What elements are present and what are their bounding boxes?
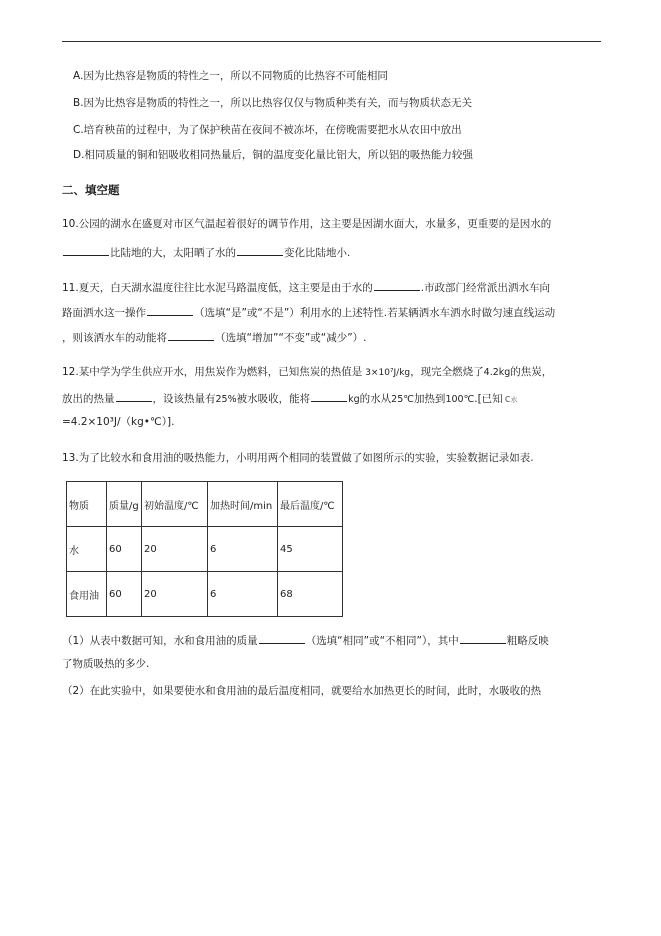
- q12-line-2: [62, 390, 517, 407]
- q13-blank-1[interactable]: [259, 632, 305, 644]
- q11-line-3: [62, 329, 366, 345]
- option-b: B.因为比热容是物质的特性之一，所以比热容仅仅与物质种类有关，而与物质状态无关: [73, 97, 473, 109]
- q12-line-1: [62, 365, 552, 380]
- table-header-cell: 质量/g: [107, 482, 142, 527]
- q12-unit: kg: [348, 394, 360, 405]
- q12-text-1b: ，现完全燃烧了: [410, 366, 484, 378]
- q12-text-2f: .[已知: [474, 393, 503, 405]
- option-d: D.相同质量的铜和铝吸收相同热量后，铜的温度变化量比铝大，所以铝的吸热能力较强: [73, 149, 473, 161]
- q12-blank-2[interactable]: [311, 390, 347, 402]
- q12-text-1c: 的焦炭，: [510, 366, 553, 378]
- data-table: [66, 481, 343, 617]
- table-header-cell: 初始温度/℃: [142, 482, 208, 527]
- q11-text-2a: 路面洒水这一操作: [62, 307, 146, 319]
- table-cell: 食用油: [67, 572, 107, 617]
- table-cell: 20: [142, 572, 208, 617]
- q10-blank-2[interactable]: [237, 244, 283, 256]
- header-rule: [62, 41, 601, 42]
- q12-blank-1[interactable]: [116, 390, 152, 402]
- q11-text-1a: 11.夏天，白天湖水温度往往比水泥马路温度低，这主要是由于水的: [62, 282, 373, 294]
- q10-text-2a: 比陆地的大，太阳晒了水的: [110, 247, 236, 259]
- q12-line-3: =4.2×10³J/（kg•℃）].: [62, 416, 175, 428]
- option-c: C.培育秧苗的过程中，为了保护秧苗在夜间不被冻坏，在傍晚需要把水从农田中放出: [73, 124, 462, 136]
- q13-part-1-line-2: 了物质吸热的多少.: [62, 658, 150, 670]
- q12-text-2d: 的水从: [359, 393, 392, 405]
- q10-line-2: [62, 244, 350, 260]
- q13-part-2: （2）在此实验中，如果要使水和食用油的最后温度相同，就要给水加热更长的时间，此时，水吸收的热: [62, 685, 542, 697]
- table-cell: 60: [107, 527, 142, 572]
- q13-text-1c: 粗略反映: [506, 635, 549, 647]
- section-title: 二、填空题: [62, 183, 120, 197]
- q11-blank-1[interactable]: [374, 279, 420, 291]
- table-cell: 6: [208, 572, 278, 617]
- q12-mass: 4.2kg: [483, 367, 511, 378]
- q10-line-1: 10.公园的湖水在盛夏对市区气温起着很好的调节作用，这主要是因湖水面大，水量多，更重要的是因水的: [62, 218, 552, 230]
- q12-t2: 100℃: [445, 394, 475, 405]
- q13-text-1a: （1）从表中数据可知，水和食用油的质量: [62, 635, 258, 647]
- q13-blank-2[interactable]: [460, 632, 506, 644]
- q13-text-1b: （选填“相同”或“不相同”），其中: [305, 635, 459, 647]
- q12-t1: 25℃: [391, 394, 414, 405]
- q11-text-2b: （选填“是”或“不是”）利用水的上述特性.若某辆洒水车洒水时做匀速直线运动: [194, 307, 556, 319]
- option-a: A.因为比热容是物质的特性之一，所以不同物质的比热容不可能相同: [73, 70, 388, 82]
- table-row: [67, 572, 343, 617]
- q13-part-1-line-1: [62, 632, 549, 648]
- q11-text-3b: （选填“增加”“不变”或“减少”）.: [215, 332, 367, 344]
- table-header-cell: 加热时间/min: [208, 482, 278, 527]
- q11-line-2: [62, 304, 555, 320]
- q12-text-2c: 被水吸收，能将: [236, 393, 311, 405]
- table-cell: 68: [278, 572, 343, 617]
- q11-blank-2[interactable]: [147, 304, 193, 316]
- table-header-cell: 最后温度/℃: [278, 482, 343, 527]
- table-cell: 20: [142, 527, 208, 572]
- q10-text-2b: 变化比陆地小.: [284, 247, 351, 259]
- q13-intro: 13.为了比较水和食用油的吸热能力，小明用两个相同的装置做了如图所示的实验，实验数据记录如表.: [62, 452, 534, 464]
- q12-text-2e: 加热到: [413, 393, 446, 405]
- q12-percent: 25%: [215, 394, 237, 405]
- q11-text-3a: ，则该洒水车的动能将: [62, 332, 167, 344]
- q12-text-2a: 放出的热量: [62, 393, 115, 405]
- q11-blank-3[interactable]: [168, 329, 214, 341]
- q12-c-subscript: 水: [510, 396, 518, 404]
- q10-blank-1[interactable]: [63, 244, 109, 256]
- q12-text-1a: 12.某中学为学生供应开水，用焦炭作为燃料，已知焦炭的热值是: [62, 366, 363, 378]
- q12-heat-value: 3×10⁷J/kg: [365, 368, 411, 378]
- table-cell: 45: [278, 527, 343, 572]
- table-cell: 60: [107, 572, 142, 617]
- q12-text-2b: ，设该热量有: [152, 393, 216, 405]
- q11-text-1b: .市政部门经常派出洒水车向: [420, 282, 551, 294]
- table-header-row: [67, 482, 343, 527]
- table-row: [67, 527, 343, 572]
- table-cell: 6: [208, 527, 278, 572]
- table-header-cell: 物质: [67, 482, 107, 527]
- table-cell: 水: [67, 527, 107, 572]
- q12-c-symbol: c: [504, 393, 511, 405]
- q11-line-1: [62, 279, 550, 295]
